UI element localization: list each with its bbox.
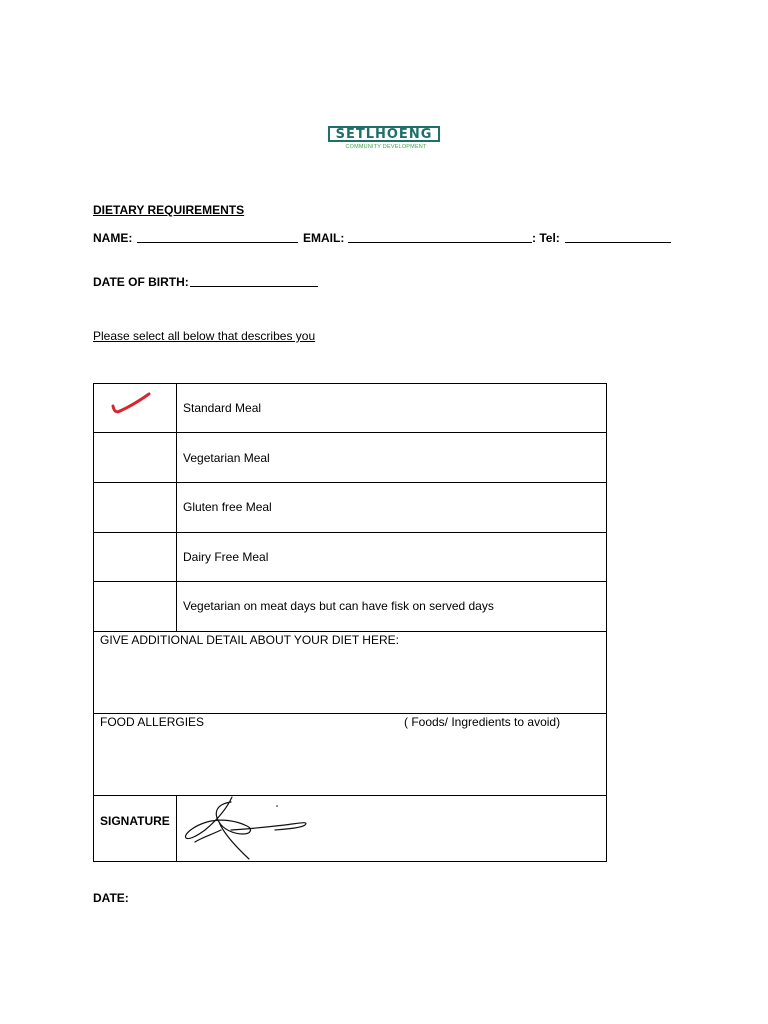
option-standard-meal: Standard Meal <box>183 401 262 415</box>
check-mark-icon <box>94 384 176 432</box>
option-vegetarian-fish-days: Vegetarian on meat days but can have fisk on served days <box>183 599 494 613</box>
diet-options-table <box>93 383 607 862</box>
additional-detail-label: GIVE ADDITIONAL DETAIL ABOUT YOUR DIET HERE: <box>100 633 399 647</box>
checkbox-standard-meal[interactable] <box>94 384 176 432</box>
email-label: EMAIL: <box>303 231 345 245</box>
date-label: DATE: <box>93 891 129 905</box>
signature-field[interactable] <box>177 796 606 861</box>
logo-wordmark-box <box>328 126 440 142</box>
date-field[interactable] <box>135 886 335 906</box>
dob-label: DATE OF BIRTH: <box>93 275 189 289</box>
table-column-divider <box>176 383 177 632</box>
dob-field[interactable] <box>190 286 318 287</box>
food-allergies-label: FOOD ALLERGIES <box>100 715 205 729</box>
email-field[interactable] <box>348 242 532 243</box>
logo-name: SETLHOENG <box>335 126 433 142</box>
tel-label: : Tel: <box>532 231 560 245</box>
name-label: NAME: <box>93 231 133 245</box>
signature-label: SIGNATURE <box>100 814 170 828</box>
option-vegetarian-meal: Vegetarian Meal <box>183 451 270 465</box>
additional-detail-field[interactable] <box>94 651 606 713</box>
food-allergies-field[interactable] <box>94 733 606 795</box>
food-allergies-hint: ( Foods/ Ingredients to avoid) <box>404 715 561 729</box>
option-dairy-free-meal: Dairy Free Meal <box>183 550 269 564</box>
checkbox-vegetarian-fish-days[interactable] <box>94 582 176 631</box>
instruction-text: Please select all below that describes you <box>93 329 316 343</box>
tel-field[interactable] <box>565 242 671 243</box>
name-field[interactable] <box>137 242 298 243</box>
row-divider <box>93 631 607 632</box>
form-title: DIETARY REQUIREMENTS <box>93 203 245 217</box>
checkbox-gluten-free-meal[interactable] <box>94 483 176 532</box>
option-gluten-free-meal: Gluten free Meal <box>183 500 272 514</box>
organization-logo <box>328 126 444 152</box>
logo-tagline: COMMUNITY DEVELOPMENT <box>345 144 427 150</box>
table-border-bottom <box>93 861 607 862</box>
table-border-right <box>606 383 607 862</box>
checkbox-dairy-free-meal[interactable] <box>94 533 176 581</box>
checkbox-vegetarian-meal[interactable] <box>94 433 176 482</box>
row-divider <box>93 713 607 714</box>
handwritten-signature <box>177 796 337 861</box>
